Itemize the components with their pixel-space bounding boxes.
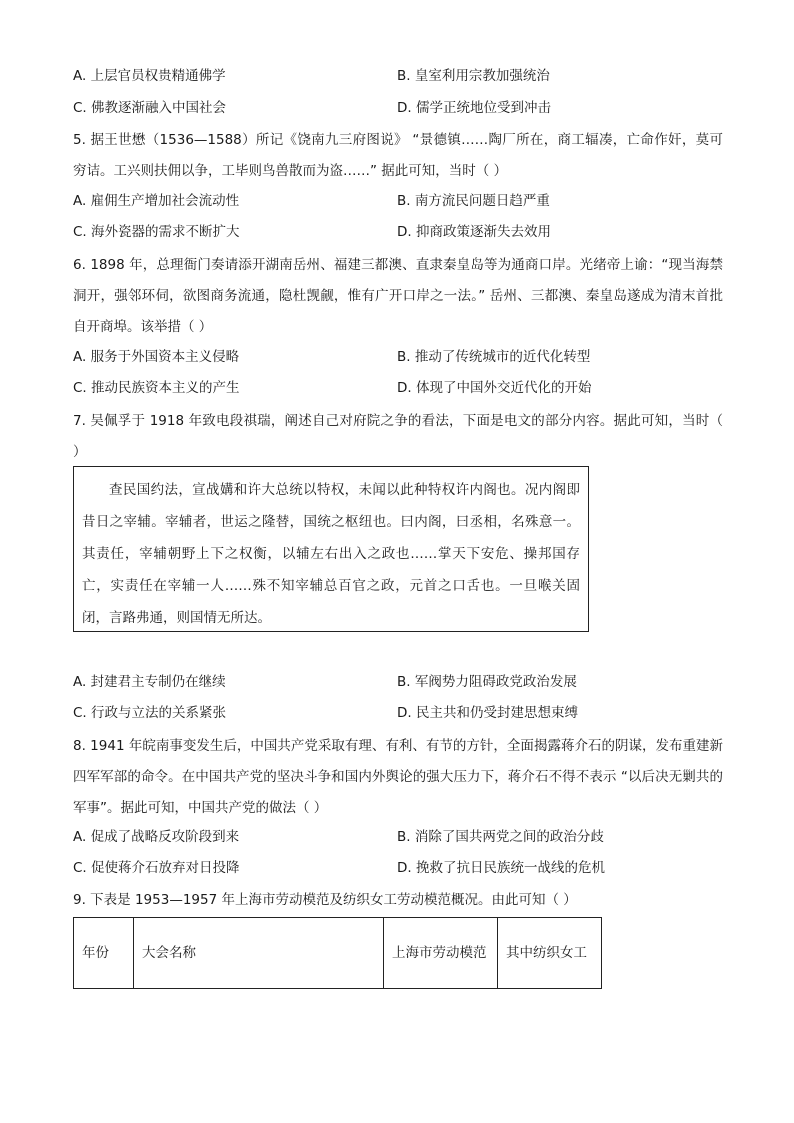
q6-option-d[interactable]: D. 体现了中国外交近代化的开始 bbox=[397, 380, 592, 396]
q7-option-b[interactable]: B. 军阀势力阻碍政党政治发展 bbox=[397, 674, 577, 690]
q4-option-c[interactable]: C. 佛教逐渐融入中国社会 bbox=[73, 100, 227, 116]
q8-option-c[interactable]: C. 促使蒋介石放弃对日投降 bbox=[73, 860, 240, 876]
q8-options-row-2 bbox=[73, 857, 723, 879]
q5-stem: 5. 据王世懋（1536—1588）所记《饶南九三府图说》 “景德镇……陶厂所在，商工辐凑，亡命作奸，莫可穷诘。工兴则扶佣以争，工毕则鸟兽散而为盗……” 据此可知，当时（ ） bbox=[73, 132, 723, 179]
q7-options-row-2 bbox=[73, 702, 723, 724]
q8-options-row-1 bbox=[73, 826, 723, 848]
table-header-year: 年份 bbox=[74, 918, 134, 989]
q6-stem: 6. 1898 年，总理衙门奏请添开湖南岳州、福建三都澳、直隶秦皇岛等为通商口岸。光绪帝上谕：“现当海禁洞开，强邻环伺，欲图商务流通，隐杜觊觎，惟有广开口岸之一法。” 岳州、三都澳、秦皇岛遂成为清末首批自开商埠。该举措（ ） bbox=[73, 257, 723, 335]
q6-option-c[interactable]: C. 推动民族资本主义的产生 bbox=[73, 380, 240, 396]
q6-options-row-1 bbox=[73, 346, 723, 368]
q4-options-row-1 bbox=[73, 65, 723, 87]
q7-options-row-1 bbox=[73, 671, 723, 693]
q7-option-c[interactable]: C. 行政与立法的关系紧张 bbox=[73, 705, 227, 721]
q8-option-b[interactable]: B. 消除了国共两党之间的政治分歧 bbox=[397, 829, 604, 845]
q5-options-row-1 bbox=[73, 190, 723, 212]
q8-stem: 8. 1941 年皖南事变发生后，中国共产党采取有理、有利、有节的方针，全面揭露蒋介石的阴谋，发布重建新四军军部的命令。在中国共产党的坚决斗争和国内外舆论的强大压力下，蒋介石不得不表示 “以后决无剿共的军事”。据此可知，中国共产党的做法（ ） bbox=[73, 738, 723, 816]
q6-options-row-2 bbox=[73, 377, 723, 399]
table-header-row bbox=[74, 918, 602, 989]
q5-option-d[interactable]: D. 抑商政策逐渐失去效用 bbox=[397, 224, 551, 240]
q4-option-a[interactable]: A. 上层官员权贵精通佛学 bbox=[73, 68, 226, 84]
q5-options-row-2 bbox=[73, 221, 723, 243]
table-header-shanghai-model-workers: 上海市劳动模范 bbox=[384, 918, 498, 989]
q7-stem: 7. 吴佩孚于 1918 年致电段祺瑞，阐述自己对府院之争的看法，下面是电文的部分内容。据此可知，当时（ ） bbox=[73, 413, 723, 460]
table-header-textile-female-workers: 其中纺织女工 bbox=[498, 918, 602, 989]
q9-stem: 9. 下表是 1953—1957 年上海市劳动模范及纺织女工劳动模范概况。由此可知（ ） bbox=[73, 892, 577, 908]
q9-table bbox=[73, 917, 602, 989]
q7-quote-box bbox=[73, 466, 589, 632]
q8-option-a[interactable]: A. 促成了战略反攻阶段到来 bbox=[73, 829, 240, 845]
q7-quote-text: 查民国约法，宣战媾和许大总统以特权，未闻以此种特权许内阁也。况内阁即昔日之宰辅。宰辅者，世运之隆替，国统之枢纽也。曰内阁，曰丞相，名殊意一。其责任，宰辅朝野上下之权衡，以辅左右出入之政也……掌天下安危、操邦国存亡，实责任在宰辅一人……殊不知宰辅总百官之政，元首之口舌也。一旦喉关固闭，言路弗通，则国情无所达。 bbox=[82, 482, 580, 626]
q8-option-d[interactable]: D. 挽救了抗日民族统一战线的危机 bbox=[397, 860, 605, 876]
q6-option-a[interactable]: A. 服务于外国资本主义侵略 bbox=[73, 349, 240, 365]
q4-options-row-2 bbox=[73, 97, 723, 119]
q4-option-d[interactable]: D. 儒学正统地位受到冲击 bbox=[397, 100, 551, 116]
q7-option-d[interactable]: D. 民主共和仍受封建思想束缚 bbox=[397, 705, 578, 721]
q5-option-a[interactable]: A. 雇佣生产增加社会流动性 bbox=[73, 193, 240, 209]
q7-option-a[interactable]: A. 封建君主专制仍在继续 bbox=[73, 674, 226, 690]
table-header-conference-name: 大会名称 bbox=[134, 918, 384, 989]
q6-option-b[interactable]: B. 推动了传统城市的近代化转型 bbox=[397, 349, 591, 365]
q5-option-b[interactable]: B. 南方流民问题日趋严重 bbox=[397, 193, 550, 209]
q5-option-c[interactable]: C. 海外瓷器的需求不断扩大 bbox=[73, 224, 240, 240]
q4-option-b[interactable]: B. 皇室利用宗教加强统治 bbox=[397, 68, 550, 84]
